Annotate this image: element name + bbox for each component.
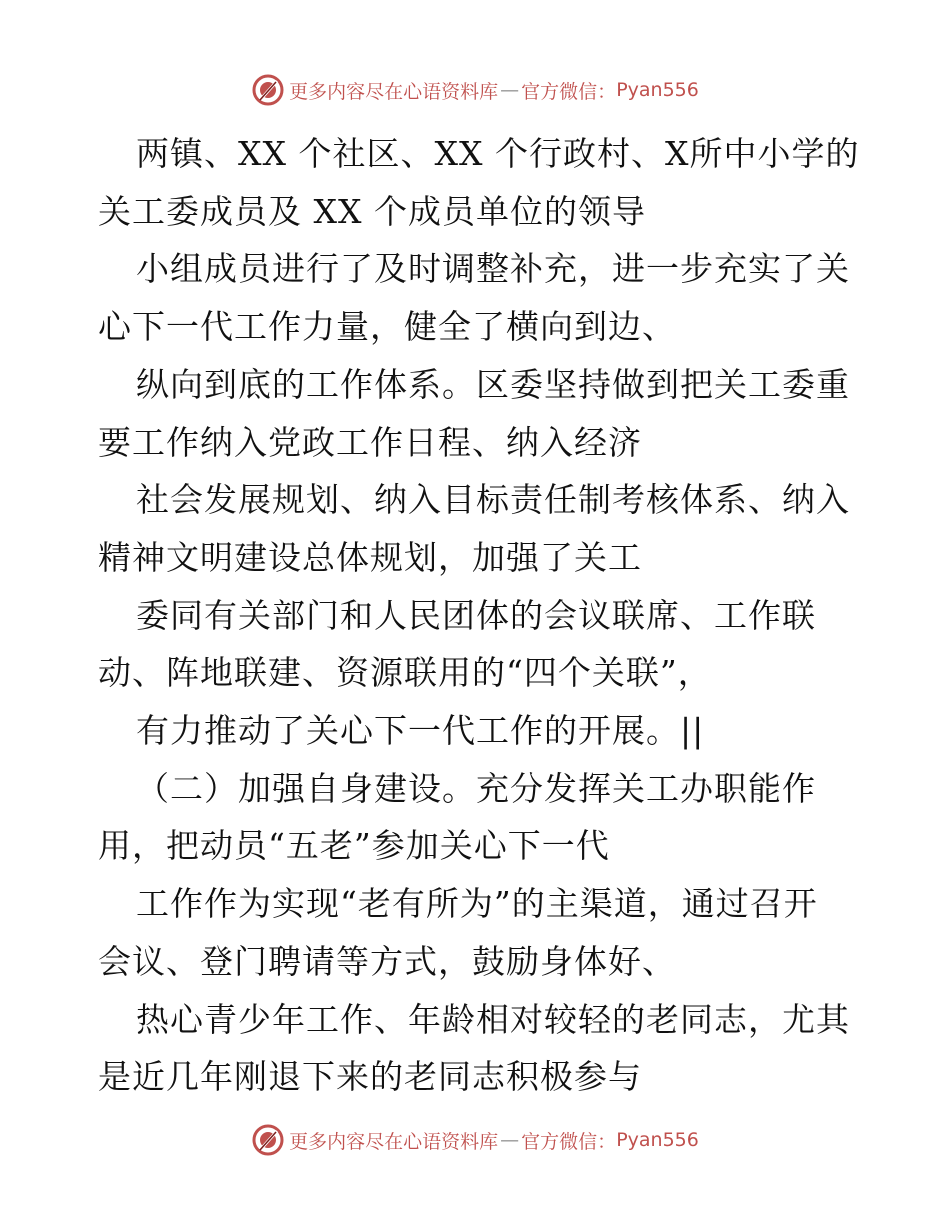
paragraph-line: 纵向到底的工作体系。区委坚持做到把关工委重 [136, 364, 850, 404]
paragraph [98, 125, 858, 240]
watermark-account: Pyan556 [616, 79, 699, 101]
paragraph-line: 工作作为实现“老有所为”的主渠道，通过召开 [136, 884, 818, 924]
paragraph-line: 有力推动了关心下一代工作的开展。|| [136, 711, 705, 751]
paragraph-line: 小组成员进行了及时调整补充，进一步充实了关 [136, 249, 850, 289]
paragraph-line: 两镇、XX 个社区、XX 个行政村、X所中小学的 [136, 134, 860, 173]
paragraph-line: 是近几年刚退下来的老同志积极参与 [98, 1057, 642, 1097]
paragraph [98, 240, 858, 355]
paragraph-line: （二）加强自身建设。充分发挥关工办职能作 [136, 768, 816, 808]
document-body [98, 125, 858, 1106]
paragraph-line: 社会发展规划、纳入目标责任制考核体系、纳入 [136, 480, 850, 520]
paragraph [98, 760, 858, 875]
watermark-account: Pyan556 [616, 1129, 699, 1151]
paragraph [98, 356, 858, 471]
paragraph-line: 动、阵地联建、资源联用的“四个关联”， [98, 653, 712, 693]
watermark-official-text: 官方微信： [521, 80, 617, 103]
paragraph [98, 702, 858, 760]
paragraph [98, 875, 858, 990]
paragraph-line: 热心青少年工作、年龄相对较轻的老同志，尤其 [136, 999, 850, 1039]
paragraph-line: 委同有关部门和人民团体的会议联席、工作联 [136, 595, 816, 635]
watermark-footer [0, 1122, 950, 1158]
paragraph-line: 会议、登门聘请等方式，鼓励身体好、 [98, 941, 676, 981]
paragraph-line: 关工委成员及 XX 个成员单位的领导 [98, 191, 646, 231]
paragraph-line: 用，把动员“五老”参加关心下一代 [98, 826, 610, 866]
paragraph [98, 991, 858, 1106]
paragraph [98, 471, 858, 586]
paragraph [98, 587, 858, 702]
watermark-site-text: 更多内容尽在心语资料库 [289, 1130, 499, 1153]
pen-logo-icon [251, 1123, 285, 1157]
watermark-separator: — [500, 1129, 520, 1151]
watermark-official-text: 官方微信： [521, 1130, 617, 1153]
paragraph-line: 心下一代工作力量，健全了横向到边、 [98, 307, 676, 347]
watermark-separator: — [500, 79, 520, 101]
watermark-site-text: 更多内容尽在心语资料库 [289, 80, 499, 103]
paragraph-line: 要工作纳入党政工作日程、纳入经济 [98, 422, 642, 462]
pen-logo-icon [251, 73, 285, 107]
watermark-header [0, 72, 950, 108]
paragraph-line: 精神文明建设总体规划，加强了关工 [98, 537, 642, 577]
